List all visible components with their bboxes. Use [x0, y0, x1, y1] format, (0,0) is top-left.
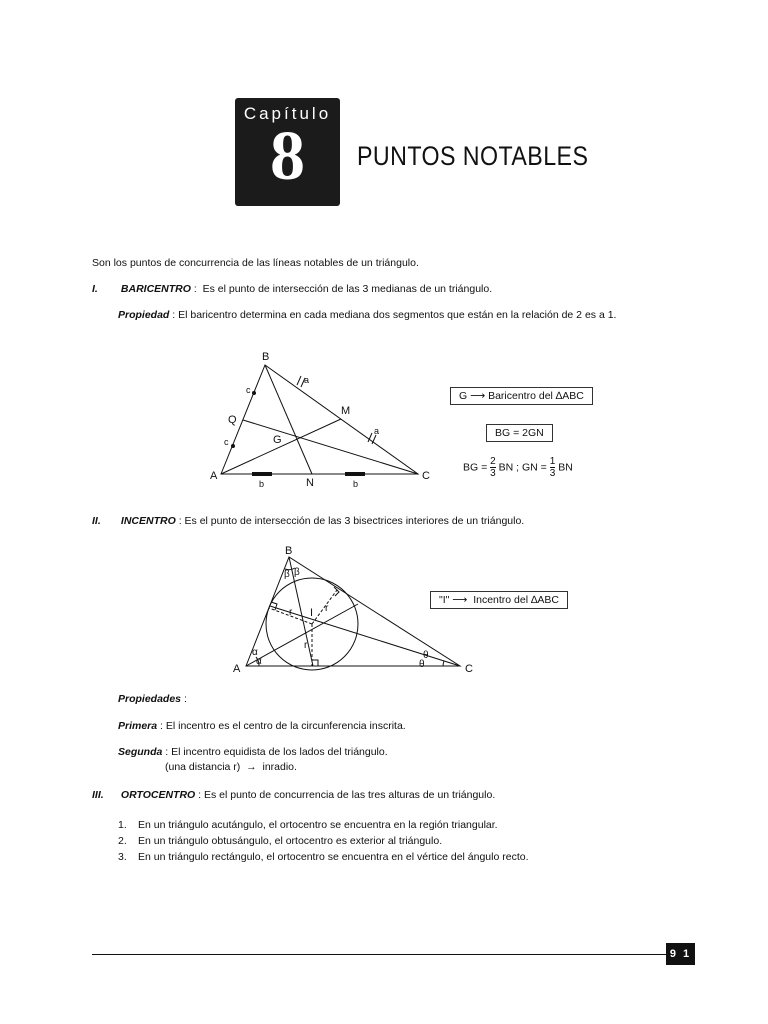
- incentro-definition-box: "I" ⟶ Incentro del ∆ABC: [430, 591, 568, 609]
- baricentro-formula: BG = $\frac{2}{3}$ BN ; GN = $\frac{1}{3}$ BN: [463, 456, 573, 479]
- label-b: B: [285, 545, 293, 557]
- section-number: I.: [92, 283, 98, 295]
- properties-heading: Propiedades :: [118, 693, 187, 705]
- point-mark: [252, 391, 256, 395]
- section-name: ORTOCENTRO: [120, 789, 196, 801]
- page-number: 9 1: [666, 943, 695, 965]
- label-a2: a: [374, 426, 380, 436]
- label-q: Q: [228, 414, 237, 426]
- label-r: r: [289, 607, 293, 618]
- label-m: M: [341, 405, 351, 417]
- fraction: $\frac{2}{3}$: [490, 456, 496, 479]
- label-a: A: [210, 470, 218, 482]
- property-first: Primera : El incentro es el centro de la circunferencia inscrita.: [118, 720, 406, 732]
- section-baricentro: I. BARICENTRO : Es el punto de intersección de las 3 medianas de un triángulo.: [92, 283, 493, 295]
- bisector-a: [246, 604, 358, 666]
- baricentro-definition-box: G ⟶ Baricentro del ∆ABC: [450, 387, 593, 405]
- section-ortocentro: [92, 789, 495, 801]
- label-alpha: α: [252, 647, 258, 658]
- median-am: [221, 419, 341, 474]
- section-incentro: [92, 515, 524, 527]
- label-b1: b: [259, 479, 265, 489]
- property-label: Propiedad: [118, 309, 170, 321]
- section-text: : Es el punto de intersección de las 3 bisectrices interiores de un triángulo.: [178, 515, 525, 527]
- segment-mark: [345, 472, 365, 476]
- incentro-figure: [225, 540, 485, 680]
- angle-arc: [443, 661, 444, 666]
- label-b2: b: [353, 479, 359, 489]
- arrow-right-icon: ⟶: [470, 390, 486, 402]
- list-item: 2. En un triángulo obtusángulo, el ortocentro es exterior al triángulo.: [118, 835, 443, 847]
- property-second-note: (una distancia r) → inradio.: [165, 761, 297, 773]
- label-beta: β: [284, 569, 290, 580]
- label-a: A: [233, 663, 241, 675]
- chapter-word: Capítulo: [243, 104, 332, 123]
- label-r: r: [325, 603, 329, 614]
- property-second: Segunda : El incentro equidista de los lados del triángulo.: [118, 746, 388, 758]
- segment-mark: [252, 472, 272, 476]
- intro-text: Son los puntos de concurrencia de las líneas notables de un triángulo.: [92, 257, 419, 269]
- arrow-right-icon: ⟶: [452, 594, 468, 606]
- property-text: : El baricentro determina en cada mediana dos segmentos que están en la relación de 2 es a 1.: [172, 309, 617, 321]
- triangle-abc: [221, 365, 418, 474]
- section-number: II.: [92, 515, 101, 527]
- label-theta: θ: [419, 659, 425, 670]
- section-text: Es el punto de intersección de las 3 medianas de un triángulo.: [202, 283, 493, 295]
- label-b: B: [262, 351, 270, 363]
- baricentro-property: [118, 309, 616, 321]
- label-c: C: [422, 470, 430, 482]
- bisector-c: [270, 606, 460, 666]
- chapter-title: PUNTOS NOTABLES: [357, 141, 589, 171]
- baricentro-figure: [200, 345, 440, 495]
- footer-rule: [92, 954, 667, 955]
- label-c2: c: [224, 437, 229, 447]
- list-item: 1. En un triángulo acutángulo, el ortocentro se encuentra en la región triangular.: [118, 819, 498, 831]
- label-a1: a: [304, 375, 310, 385]
- label-theta: θ: [423, 650, 429, 661]
- section-text: : Es el punto de concurrencia de las tres alturas de un triángulo.: [198, 789, 496, 801]
- label-alpha: α: [256, 656, 262, 667]
- label-c1: c: [246, 385, 251, 395]
- label-beta: β: [294, 567, 300, 578]
- list-item: 3. En un triángulo rectángulo, el ortocentro se encuentra en el vértice del ángulo recto.: [118, 851, 529, 863]
- bg-relation-box: BG = 2GN: [486, 424, 553, 442]
- chapter-number: 8: [270, 118, 305, 195]
- label-i: I: [310, 607, 314, 619]
- tick-mark: [297, 376, 301, 385]
- point-mark: [231, 444, 235, 448]
- arrow-right-icon: →: [246, 761, 257, 773]
- label-n: N: [306, 477, 314, 489]
- section-number: III.: [92, 789, 104, 801]
- median-cq: [243, 420, 418, 474]
- section-name: BARICENTRO: [120, 283, 191, 295]
- label-g: G: [273, 434, 282, 446]
- label-r: r: [304, 640, 308, 651]
- chapter-badge: [235, 98, 340, 206]
- label-c: C: [465, 663, 473, 675]
- section-name: INCENTRO: [120, 515, 176, 527]
- fraction: $\frac{1}{3}$: [549, 456, 556, 479]
